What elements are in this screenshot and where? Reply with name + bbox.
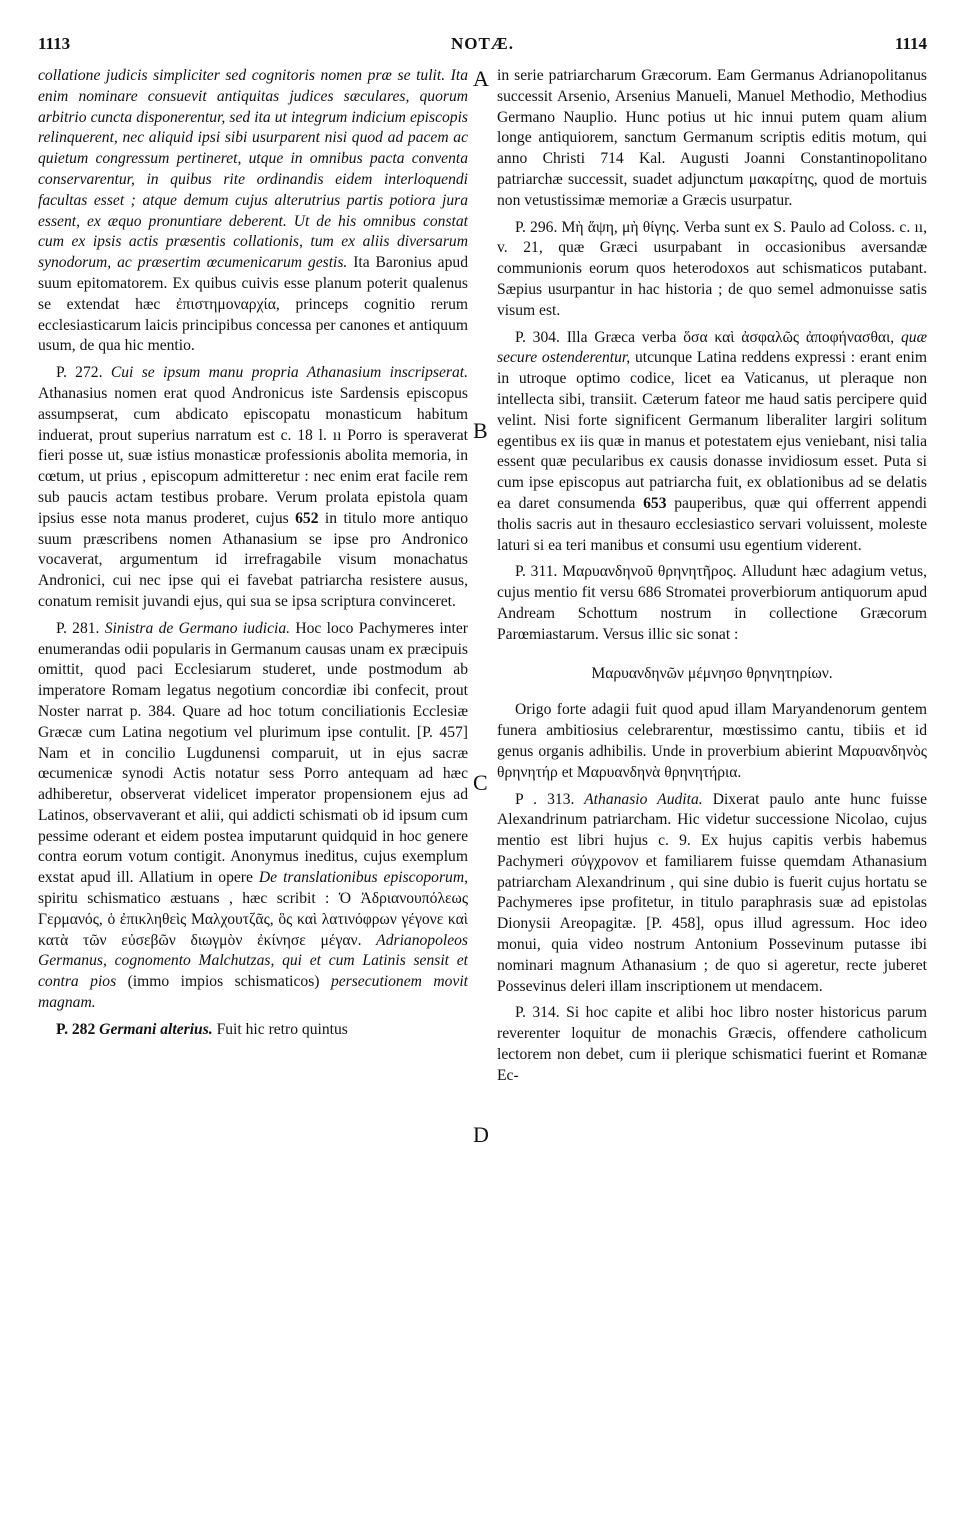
running-title: NOTÆ. (450, 34, 515, 53)
note-paragraph: P. 304. Illa Græca verba ὅσα καὶ ἀσφαλῶς ἀποφήνασθαι, quæ secure ostenderentur, utcunque Latina reddens expressi : erant enim in utroque optimo codice, licet ea Vaticanus, ut pleraque non intellecta sibi, transiit. Cæterum fateor me haud satis percipere quid velint. Nisi forte significent Germanum liberaliter largiri solitum egentibus ex iis quæ in manus et potestatem ejus veniebant, nisi talia essent quæ pecularibus ex causis donasse invidiosum esset. Puta si cum ipse episcopus aut patriarcha fuit, ex oblationibus ad se delatis ea daret consumenda 653 pauperibus, quæ qui offerrent appendi tholis sacris aut in thesauro ecclesiastico servari voluissent, moleste laturi si ea teri manibus et consumi usu egentium viderent. (497, 328, 927, 554)
note-paragraph: P. 296. Μὴ ἅψη, μὴ θίγης. Verba sunt ex S. Paulo ad Coloss. c. ıı, v. 21, quæ Græci usurpabant in occasionibus aversandæ communionis eorum quos heterodoxos aut schismaticos putabant. Sæpius usurpantur in hac historia ; de quo semel admonuisse satis visum est. (497, 218, 927, 319)
margin-marker-c: C (473, 770, 488, 795)
page-ref: P. 314. (515, 1004, 560, 1022)
column-number: 652 (295, 509, 319, 527)
page-number-right: 1114 (894, 34, 927, 53)
note-paragraph: P. 314. Si hoc capite et alibi hoc libro noster historicus parum reverenter loquitur de monachis Græcis, offendere catholicum lectorem non debet, cum ii plerique schismatici fuerint et Romanæ Ec- (497, 1004, 927, 1084)
page-ref: P. 296. (515, 218, 558, 236)
note-paragraph: P. 281. Sinistra de Germano iudicia. Hoc loco Pachymeres inter enumerandas odii popularis in Germanum causas unam ex præcipuis omittit, quod paci Ecclesiarum studeret, unde postmodum ab imperatore Romam legatus negotium concordiæ ibi confecit, prout Noster narrat p. 384. Quare ad hoc totum conciliationis Ecclesiæ Græcæ cum Latina negotium vel plurimum ipse contulit. [P. 457] Nam et in concilio Lugdunensi comparuit, ut in ejus sacræ œcumenicæ synodi Actis notatur sess Porro antequam ad hæc adhiberetur, observerat videlicet imperator propensionem ejus ad Latinos, observaverant et alii, qui addicti schismati ob id ipsum cum pessime oderant et eidem postea imputarunt quidquid in hoc genere contra eorum votum contigit. Anonymus ineditus, cujus exemplum exstat apud ill. Allatium in opere De translationibus episcoporum, spiritu schismatico æstuans , hæc scribit : Ὁ Ἀδριανουπόλεως Γερμανός, ὁ ἐπικληθεὶς Μαλχουτζᾶς, ὃς καὶ λατινόφρων γέγονε καὶ κατὰ τῶν εὐσεβῶν διωγμὸν ἐκίνησε μέγαν. Adrianopoleos Germanus, cognomento Malchutzas, qui et cum Latinis sensit et contra pios (immo impios schismaticos) persecutionem movit magnam. (38, 619, 469, 1012)
page-ref: P. 272. (56, 364, 103, 382)
page-ref: P. 281. (56, 619, 100, 637)
page-ref: P. 304. (515, 328, 560, 346)
column-number: 653 (643, 494, 667, 512)
note-paragraph: in serie patriarcharum Græcorum. Eam Germanus Adrianopolitanus successit Arsenio, Arsenius Manueli, Manuel Methodio, Methodius Germano Nauplio. Hunc potius ut hic innui putem quam alium longe antiquiorem, sanctum Germanum scriptis editis motum, qui anno Christi 714 Kal. Augusti Joanni Constantinopolitano patriarchæ successit, suadet adjunctum μακαρίτης, quod de mortuis non vetustissimæ memoriæ a Græcis usurpatur. (497, 67, 927, 209)
margin-marker-d: D (473, 1122, 489, 1147)
left-column (38, 66, 468, 1041)
page-header (38, 34, 927, 58)
note-paragraph: Origo forte adagii fuit quod apud illam Maryandenorum gentem funera ambitiosius celebrarentur, mœstissimo cantu, tibiis et id genus organis adhibilis. Unde in proverbium abierint Μαρυανδηνὸς θρηνητήρ et Μαρυανδηνὰ θρηνητήρια. (497, 701, 927, 781)
page-ref: P . 313. (515, 790, 575, 808)
page-ref: P. 311. (515, 563, 558, 581)
margin-marker-b: B (473, 418, 488, 443)
note-paragraph: collatione judicis simpliciter sed cognitoris nomen præ se tulit. Ita enim nominare consuevit antiquitas judices sæculares, quorum arbitrio cuncta disponerentur, sed ita ut integrum indicium episcopis relinquerent, nec aliquid ipsi sibi usurparent nisi quod ad pacem ac quietum congressum pertineret, utque in omnibus pacta conventa conservarentur, in quibus rite ordinandis eidem interloquendi facultas esset ; atque demum cujus alterutrius partis potiora jura essent, ex æquo pronuntiare deberent. Ut de his omnibus constat cum ex ipsis actis præsentis collationis, tum ex aliis diversarum synodorum, ac præsertim œcumenicarum gestis. Ita Baronius apud suum epitomatorem. Ex quibus cuivis esse planum poterit qualenus se extendat hæc ἐπιστημοναρχία, princeps cognitio rerum ecclesiasticarum laicis principibus concessa per canones et antiquum usum, de qua hic mentio. (38, 67, 468, 355)
note-paragraph: P. 282 Germani alterius. Fuit hic retro quintus (56, 1020, 348, 1038)
margin-marker-a: A (473, 66, 489, 91)
note-paragraph: P. 311. Μαρυανδηνοῦ θρηνητῆρος. Alludunt hæc adagium vetus, cujus mentio fit versu 686 Stromatei proverbiorum antiquorum apud Andream Schottum nostrum in collectione Græcorum Parœmiastarum. Versus illic sic sonat : (497, 563, 927, 643)
page-number-left: 1113 (38, 34, 71, 53)
note-paragraph: P . 313. Athanasio Audita. Dixerat paulo ante hunc fuisse Alexandrinum patriarcham. Hic videtur successione Nicolao, cujus mentio est libri hujus c. 9. Ex hujus capitis verbis habemus Pachymeri σύγχρονον et familiarem fuisse quemdam Athanasium patriarcham Alexandrinum , qui sine dubio is fuerit cujus hortatu se Pachymeres ipse profitetur, in titulo paraphrasis suæ ad epistolas Dionysii Areopagitæ. [P. 458], opus illud agressum. Hoc ideo monui, quia video nostrum Antonium Possevinum putasse ibi nominari magnum Athanasium ; de quo si ageretur, recte juberet Possevinus deleri illam inscriptionem ut mendacem. (497, 790, 927, 995)
right-column (497, 66, 927, 1087)
page-ref: P. 282 (56, 1020, 96, 1038)
greek-verse: Μαρυανδηνῶν μέμνησο θρηνητηρίων. (591, 664, 833, 682)
note-paragraph: P. 272. Cui se ipsum manu propria Athanasium inscripserat. Athanasius nomen erat quod Andronicus iste Sardensis episcopus assumpserat, cum abdicato episcopatu monasticum habitum induerat, prout superius narratum est c. 18 l. ıı Porro is speraverat fieri posse ut, suæ istius monasticæ professionis abolita memoria, in cœtum, ut prius , episcopum admitteretur : nec enim erat facile rem sub paucis actam testibus probare. Verum prolata epistola quam ipsius esse nota manus proderet, cujus 652 in titulo more antiquo suum præscribens nomen Athanasium se ipse pro Andronico vocaverat, argumentum id irrefragabile visum monachatus Andronici, cui nec ipse qui ei favebat patriarcha resistere ausus, conatum remisit juvandi ejus, qui sua se ipsa scriptura convinceret. (38, 364, 469, 610)
